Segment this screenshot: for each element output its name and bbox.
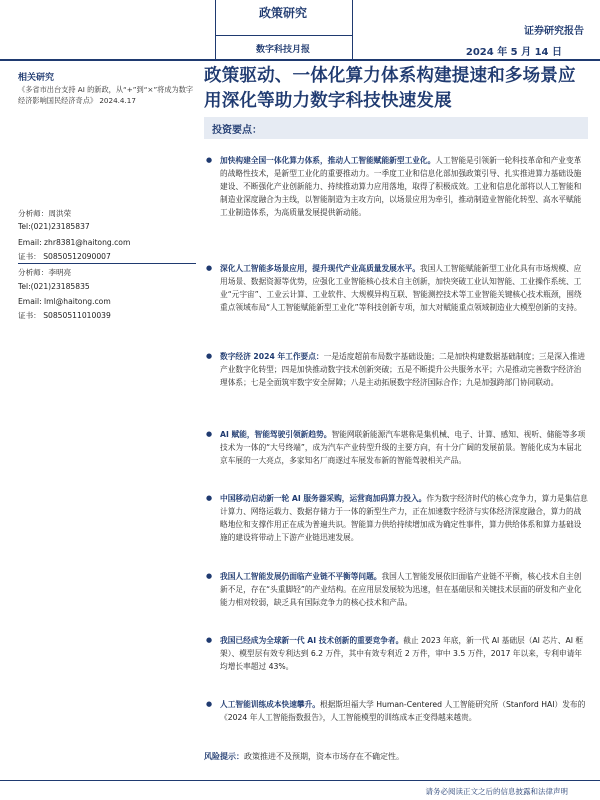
highlight-lead: 人工智能训练成本快速攀升。: [220, 700, 320, 709]
footer-rule: [0, 780, 600, 781]
bullet-icon: ●: [206, 264, 213, 272]
footer-disclaimer: 请务必阅读正文之后的信息披露和法律声明: [425, 787, 568, 796]
highlight-item: [204, 154, 588, 219]
risk-text: 政策推进不及预期，资本市场存在不确定性。: [244, 752, 404, 761]
report-date: 2024 年 5 月 14 日: [465, 47, 562, 58]
analyst-cert: 证书： S0850512090007: [18, 252, 111, 261]
bullet-icon: ●: [206, 572, 213, 580]
analyst-cert: 证书： S0850511010039: [18, 311, 111, 320]
header-divider-left: [215, 0, 216, 60]
highlight-lead: 数字经济 2024 年工作要点：: [220, 352, 324, 361]
bullet-icon: ●: [206, 156, 213, 164]
highlight-body: 我国人工智能赋能新型工业化具有市场规模、应用场景、数据资源等优势，应强化工业智能核心技术自主创新，加快突破工业认知智能、工业操作系统、工业“元宇宙”、工业云计算、工业软件、大规模异构互联、智能测控技术等工业智能关键核心技术瓶颈，围绕重点领域布局“人工智能赋能新型工业化”等科技创新专项，加大对赋能重点领域制造业大模型创新的支持。: [220, 264, 582, 312]
highlight-body: 根据斯坦福大学 Human-Centered 人工智能研究所（Stanford HAI）发布的《2024 年人工智能指数报告》，人工智能模型的训练成本正变得越来越贵。: [220, 700, 586, 722]
header-divider-right: [352, 0, 353, 60]
highlight-lead: AI 赋能，智能驾驶引领新趋势。: [220, 430, 332, 439]
highlight-lead: 我国人工智能发展仍面临产业链不平衡等问题。: [220, 572, 382, 581]
highlight-item: [204, 428, 588, 467]
analyst-name: 分析师：李明亮: [18, 268, 72, 277]
highlight-body: 截止 2023 年底，新一代 AI 基础层（AI 芯片、AI 框架）、模型层有效专利达到 6.2 万件，其中有效专利近 2 万件，审中 3.5 万件，2017 年以来，专利申请年均增长率超过 43%。: [220, 636, 584, 671]
related-research-heading: 相关研究: [18, 73, 55, 83]
highlight-item: [204, 698, 588, 724]
header-rule: [215, 35, 352, 36]
analyst-name: 分析师：周洪荣: [18, 209, 72, 218]
highlight-item: [204, 570, 588, 609]
bullet-icon: ●: [206, 636, 213, 644]
bullet-icon: ●: [206, 352, 213, 360]
analyst-phone: Tel:(021)23185837: [18, 222, 90, 231]
analyst-email[interactable]: Email: zhr8381@haitong.com: [18, 238, 131, 247]
highlight-lead: 加快构建全国一体化算力体系，推动人工智能赋能新型工业化。: [220, 156, 436, 165]
highlight-body: 一是适度超前布局数字基础设施；二是加快构建数据基础制度；三是深入推进产业数字化转型；四是加快推动数字技术创新突破；五是不断提升公共服务水平；六是推动完善数字经济治理体系；七是全面筑牢数字安全屏障；八是主动拓展数字经济国际合作；九是加强跨部门协同联动。: [220, 352, 586, 387]
investment-highlights-bar: [204, 117, 588, 139]
highlight-body: 人工智能是引领新一轮科技革命和产业变革的战略性技术，是新型工业化的重要推动力。一季度工业和信息化部加强政策引导、扎实推进算力基础设施建设、不断强化产业创新能力、持续推动算力应用落地，取得了积极成效。工业和信息化部将以人工智能和制造业深度融合为主线，以智能制造为主攻方向，以场景应用为牵引，推动制造业智能化转型、高水平赋能工业制造体系，为高质量发展提供新动能。: [220, 156, 582, 217]
highlight-body: 智能网联新能源汽车堪称是集机械、电子、计算、感知、视听、储能等多项技术为一体的“大号终端”，成为汽车产业转型升级的主要方向，有十分广阔的发展前景。智能化成为本届北京车展的一大亮点，多家知名厂商遂过车展发布新的智能驾驶相关产品。: [220, 430, 586, 465]
bullet-icon: ●: [206, 700, 213, 708]
highlight-item: [204, 350, 588, 389]
report-type: 证券研究报告: [524, 26, 584, 37]
analyst-email[interactable]: Email: lml@haitong.com: [18, 297, 111, 306]
report-category: 政策研究: [258, 6, 307, 20]
highlight-lead: 中国移动启动新一轮 AI 服务器采购，运营商加码算力投入。: [220, 494, 427, 503]
analyst-phone: Tel:(021)23185835: [18, 282, 90, 291]
highlight-item: [204, 262, 588, 314]
highlight-body: 我国人工智能发展依旧面临产业链不平衡，核心技术自主创新不足，存在“头重脚轻”的产业结构。在应用层发展较为迅速，但在基础层和关键技术层面的研发和产业化能力相对较弱，缺乏具有国际竞争力的核心技术和产品。: [220, 572, 582, 607]
bullet-icon: ●: [206, 494, 213, 502]
analyst-divider: [18, 263, 196, 264]
highlight-item: [204, 634, 588, 673]
highlight-lead: 我国已经成为全球新一代 AI 技术创新的重要竞争者。: [220, 636, 404, 645]
investment-highlights-heading: 投资要点：: [212, 125, 262, 136]
highlight-lead: 深化人工智能多场景应用，提升现代产业高质量发展水平。: [220, 264, 420, 273]
risk-label: 风险提示：: [204, 752, 244, 761]
header-bottom-rule: [0, 59, 600, 61]
bullet-icon: ●: [206, 430, 213, 438]
risk-warning: [204, 750, 588, 763]
report-title: 政策驱动、一体化算力体系构建提速和多场景应用深化等助力数字科技快速发展: [204, 66, 576, 111]
report-series: 数字科技月报: [255, 45, 310, 55]
highlight-body: 作为数字经济时代的核心竞争力，算力是集信息计算力、网络运载力、数据存储力于一体的新型生产力，正在加速数字经济与实体经济深度融合，算力的战略地位和支撑作用正在成为普遍共识。智能算力供给持续增加成为确定性事件，算力供给体系和算力基础设施的建设将带动上下游产业链迅速发展。: [220, 494, 588, 542]
related-research-item: 《多省市出台支持 AI 的新政，从“+”到“×”将成为数字经济影响国民经济奇点》 2024.4.17: [18, 85, 194, 105]
highlight-item: [204, 492, 588, 544]
